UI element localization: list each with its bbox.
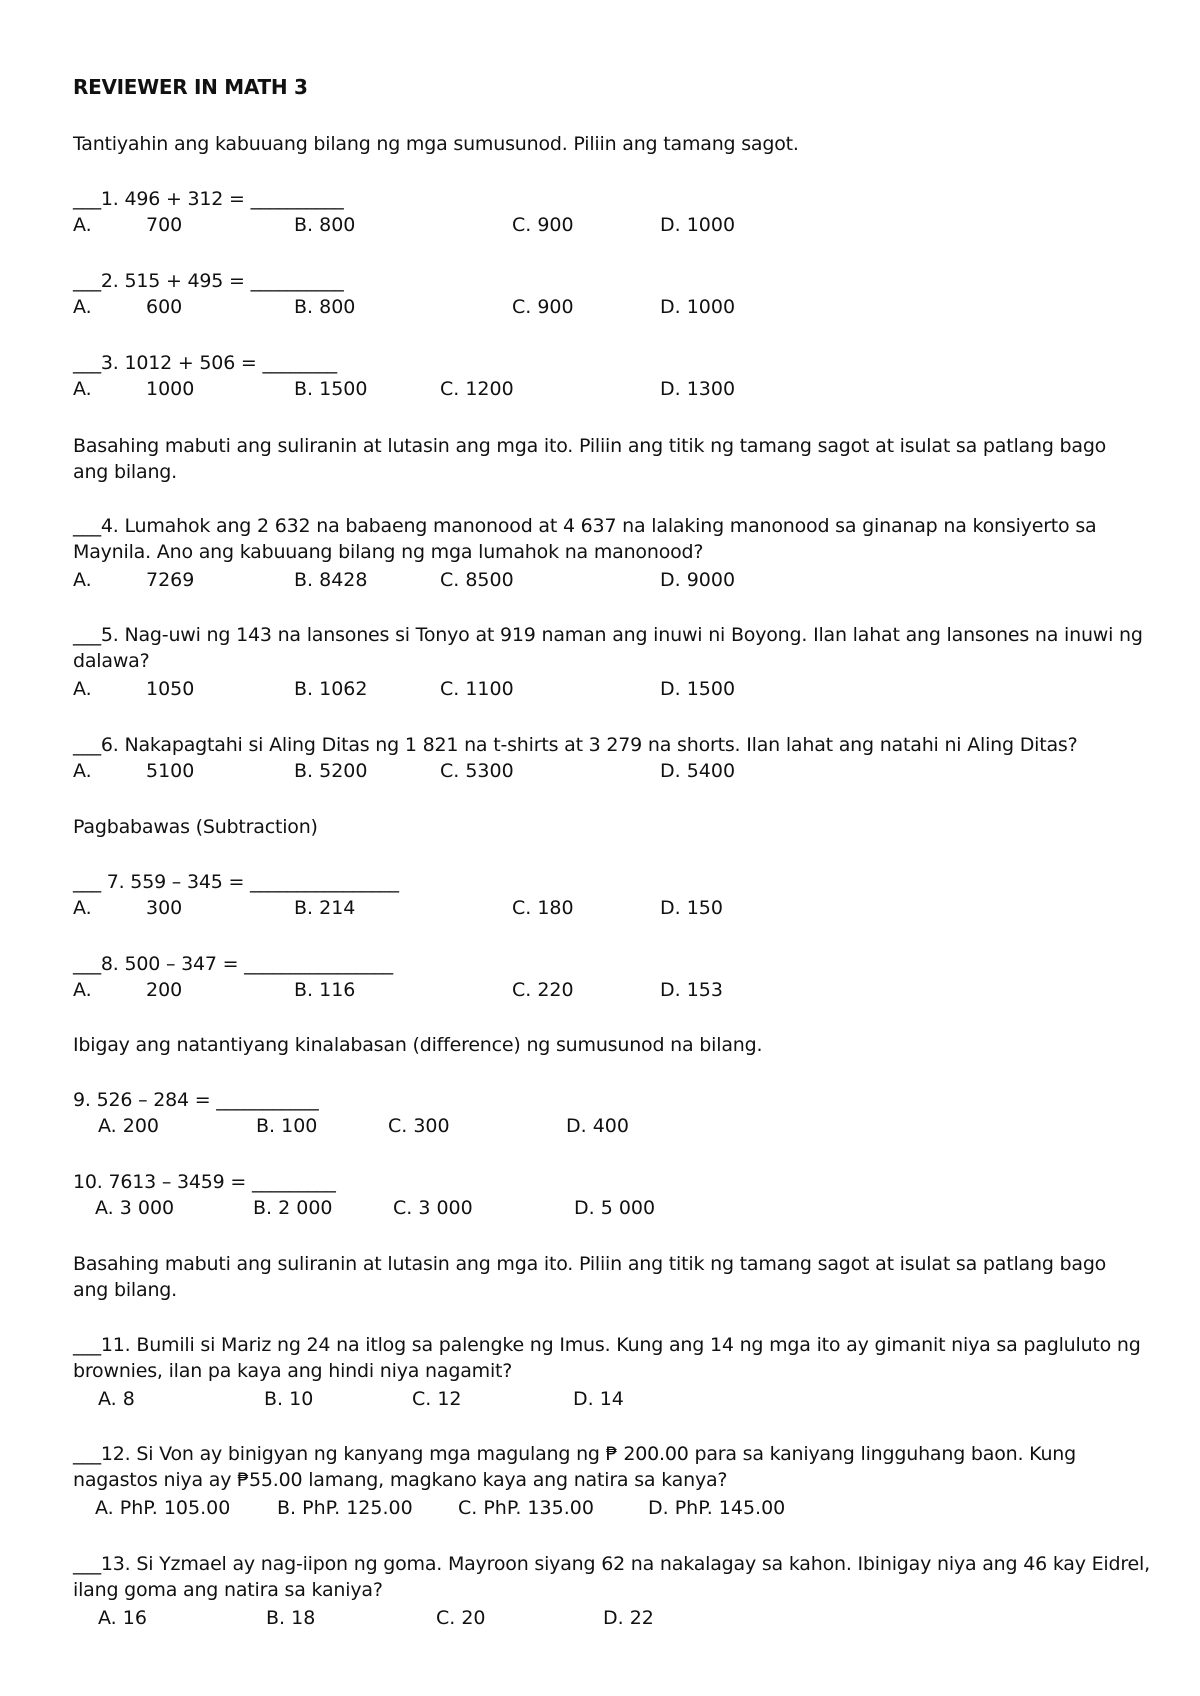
question-9: 9. 526 – 284 = ___________ (73, 1089, 319, 1111)
option-d: D. 1500 (660, 678, 736, 700)
option-a: A. 200 (98, 1115, 160, 1137)
option-b: B. 1062 (294, 678, 368, 700)
option-d: D. 150 (660, 897, 723, 919)
option-b: B. 10 (264, 1388, 314, 1410)
option-c: C. 8500 (440, 569, 514, 591)
option-letter-a: A. (73, 760, 92, 782)
option-d: D. 1000 (660, 296, 736, 318)
option-c: C. 180 (512, 897, 574, 919)
option-c: C. 5300 (440, 760, 514, 782)
option-c: C. 1200 (440, 378, 514, 400)
option-a: 1000 (146, 378, 195, 400)
option-c: C. 300 (388, 1115, 450, 1137)
option-d: D. 9000 (660, 569, 736, 591)
instruction-estimate-difference: Ibigay ang natantiyang kinalabasan (difference) ng sumusunod na bilang. (73, 1034, 763, 1056)
option-letter-a: A. (73, 979, 92, 1001)
option-a: A. 16 (98, 1607, 147, 1629)
option-a: A. 3 000 (95, 1197, 175, 1219)
option-c: C. 220 (512, 979, 574, 1001)
question-1: ___1. 496 + 312 = __________ (73, 188, 344, 210)
option-letter-a: A. (73, 378, 92, 400)
option-c: C. PhP. 135.00 (458, 1497, 594, 1519)
option-a: 200 (146, 979, 183, 1001)
option-d: D. PhP. 145.00 (648, 1497, 786, 1519)
question-8: ___8. 500 – 347 = ________________ (73, 953, 393, 975)
option-c: C. 1100 (440, 678, 514, 700)
option-c: C. 12 (412, 1388, 462, 1410)
option-b: B. 8428 (294, 569, 368, 591)
instruction-word-problems-2: Basahing mabuti ang suliranin at lutasin ang mga ito. Piliin ang titik ng tamang sagot at isulat sa patlang bago ang bilang. (73, 1253, 1107, 1301)
question-11: ___11. Bumili si Mariz ng 24 na itlog sa palengke ng Imus. Kung ang 14 ng mga ito ay gimanit niya sa pagluluto ng brownies, ilan pa kaya ang hindi niya nagamit? (73, 1334, 1141, 1382)
option-c: C. 900 (512, 296, 574, 318)
option-c: C. 20 (436, 1607, 486, 1629)
option-letter-a: A. (73, 897, 92, 919)
option-letter-a: A. (73, 296, 92, 318)
option-d: D. 14 (573, 1388, 624, 1410)
question-7: ___ 7. 559 – 345 = ________________ (73, 871, 399, 893)
option-c: C. 900 (512, 214, 574, 236)
option-b: B. 5200 (294, 760, 368, 782)
option-c: C. 3 000 (393, 1197, 473, 1219)
question-13: ___13. Si Yzmael ay nag-iipon ng goma. Mayroon siyang 62 na nakalagay sa kahon. Ibinigay niya ang 46 kay Eidrel, ilang goma ang natira sa kaniya? (73, 1553, 1150, 1601)
question-12: ___12. Si Von ay binigyan ng kanyang mga magulang ng ₱ 200.00 para sa kaniyang lingguhang baon. Kung nagastos niya ay ₱55.00 lamang, magkano kaya ang natira sa kanya? (73, 1443, 1077, 1491)
option-letter-a: A. (73, 214, 92, 236)
subtraction-heading: Pagbabawas (Subtraction) (73, 816, 318, 838)
question-4: ___4. Lumahok ang 2 632 na babaeng manonood at 4 637 na lalaking manonood sa ginanap na konsiyerto sa Maynila. Ano ang kabuuang bilang ng mga lumahok na manonood? (73, 515, 1097, 563)
option-b: B. 800 (294, 214, 356, 236)
option-b: B. PhP. 125.00 (277, 1497, 413, 1519)
question-2: ___2. 515 + 495 = __________ (73, 270, 344, 292)
instruction-word-problems: Basahing mabuti ang suliranin at lutasin ang mga ito. Piliin ang titik ng tamang sagot at isulat sa patlang bago ang bilang. (73, 435, 1107, 483)
option-a: 600 (146, 296, 183, 318)
question-6: ___6. Nakapagtahi si Aling Ditas ng 1 821 na t-shirts at 3 279 na shorts. Ilan lahat ang natahi ni Aling Ditas? (73, 734, 1078, 756)
option-d: D. 400 (566, 1115, 629, 1137)
question-3: ___3. 1012 + 506 = ________ (73, 352, 337, 374)
option-b: B. 2 000 (253, 1197, 333, 1219)
option-a: 1050 (146, 678, 195, 700)
option-letter-a: A. (73, 569, 92, 591)
option-a: 300 (146, 897, 183, 919)
option-d: D. 5 000 (574, 1197, 656, 1219)
option-a: A. PhP. 105.00 (95, 1497, 231, 1519)
option-b: B. 800 (294, 296, 356, 318)
option-b: B. 1500 (294, 378, 368, 400)
option-letter-a: A. (73, 678, 92, 700)
option-b: B. 18 (266, 1607, 316, 1629)
option-d: D. 5400 (660, 760, 736, 782)
page-title: REVIEWER IN MATH 3 (73, 75, 308, 99)
option-a: 5100 (146, 760, 195, 782)
option-a: A. 8 (98, 1388, 135, 1410)
option-a: 7269 (146, 569, 195, 591)
question-10: 10. 7613 – 3459 = _________ (73, 1171, 336, 1193)
option-a: 700 (146, 214, 183, 236)
option-d: D. 153 (660, 979, 723, 1001)
question-5: ___5. Nag-uwi ng 143 na lansones si Tonyo at 919 naman ang inuwi ni Boyong. Ilan lahat ang lansones na inuwi ng dalawa? (73, 624, 1143, 672)
option-d: D. 22 (603, 1607, 654, 1629)
option-b: B. 100 (256, 1115, 318, 1137)
option-d: D. 1000 (660, 214, 736, 236)
option-b: B. 214 (294, 897, 356, 919)
option-d: D. 1300 (660, 378, 736, 400)
option-b: B. 116 (294, 979, 356, 1001)
instruction-estimate-sum: Tantiyahin ang kabuuang bilang ng mga sumusunod. Piliin ang tamang sagot. (73, 133, 799, 155)
